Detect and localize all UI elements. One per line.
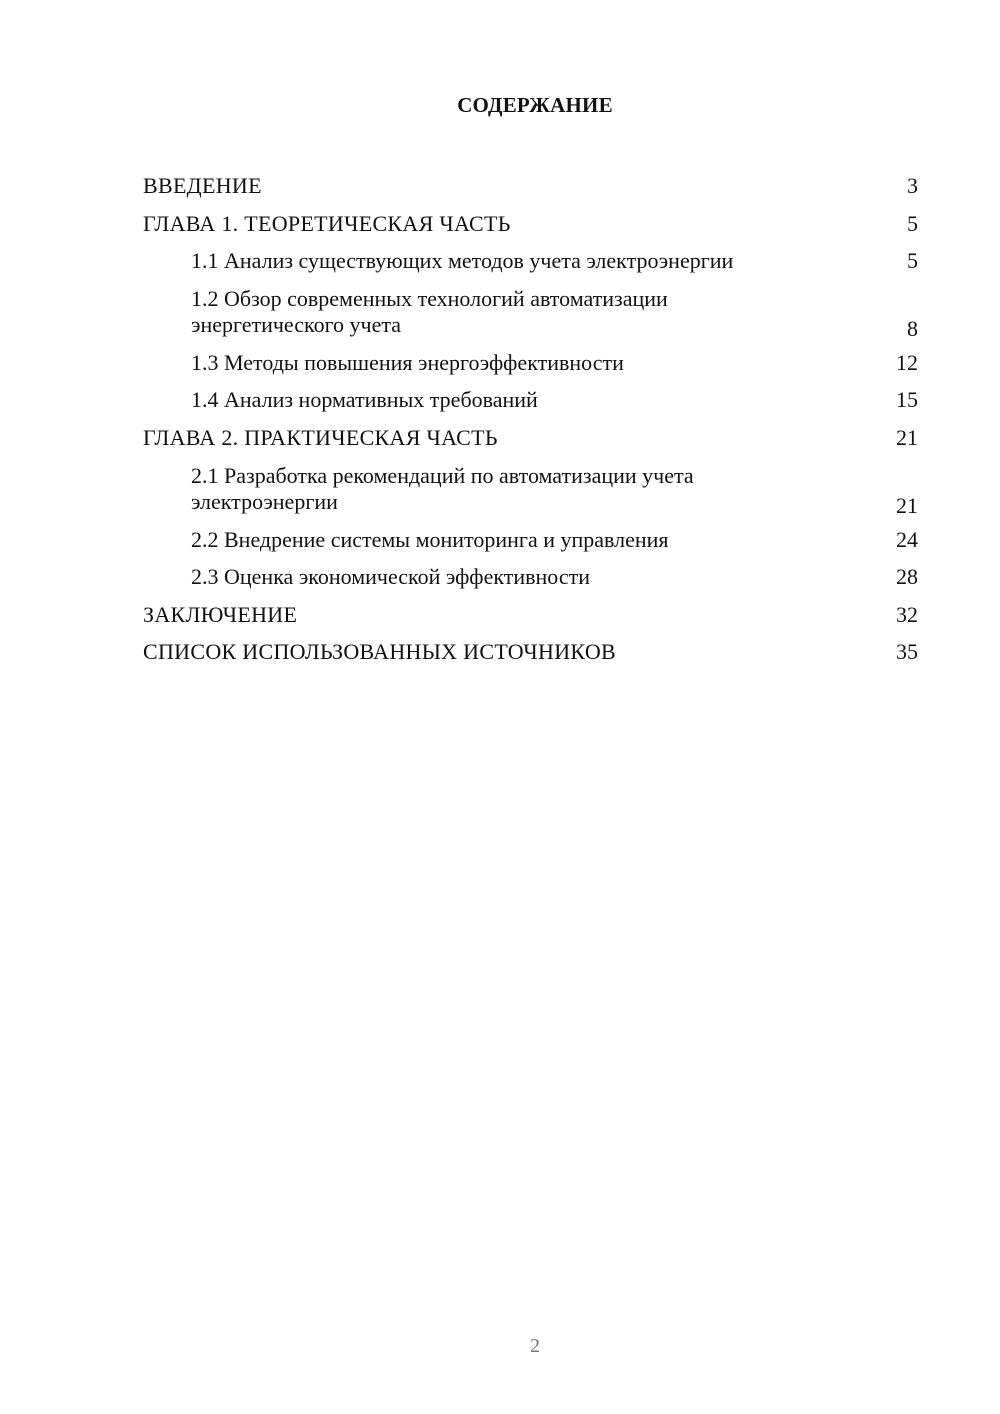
toc-entry-page: 32 <box>896 601 918 627</box>
toc-entry-section-1-3[interactable] <box>143 344 918 382</box>
page-title: СОДЕРЖАНИЕ <box>457 93 613 117</box>
toc-entry-label: ГЛАВА 1. ТЕОРЕТИЧЕСКАЯ ЧАСТЬ <box>143 210 511 236</box>
toc-entry-references[interactable] <box>143 633 918 671</box>
toc-entry-label: 2.3 Оценка экономической эффективности <box>191 564 590 590</box>
toc-entry-label: СПИСОК ИСПОЛЬЗОВАННЫХ ИСТОЧНИКОВ <box>143 639 616 665</box>
toc-entry-section-2-3[interactable] <box>143 558 918 596</box>
toc-entry-section-2-1[interactable] <box>143 457 918 521</box>
toc-entry-chapter-1[interactable] <box>143 205 918 243</box>
toc-entry-label: 1.3 Методы повышения энергоэффективности <box>191 349 624 375</box>
toc-entry-page: 15 <box>896 387 918 413</box>
toc-entry-label: ЗАКЛЮЧЕНИЕ <box>143 601 298 627</box>
toc-entry-label: 2.2 Внедрение системы мониторинга и управления <box>191 526 669 552</box>
toc-entry-page: 35 <box>896 639 918 665</box>
toc-entry-chapter-2[interactable] <box>143 419 918 457</box>
page-number: 2 <box>530 1335 540 1357</box>
toc-entry-label: 1.1 Анализ существующих методов учета электроэнергии <box>191 248 734 274</box>
toc-entry-page: 12 <box>896 349 918 375</box>
table-of-contents <box>143 167 918 671</box>
toc-entry-page: 21 <box>896 492 918 518</box>
toc-entry-page: 28 <box>896 564 918 590</box>
toc-entry-label: ГЛАВА 2. ПРАКТИЧЕСКАЯ ЧАСТЬ <box>143 424 498 450</box>
toc-entry-conclusion[interactable] <box>143 596 918 634</box>
toc-entry-introduction[interactable] <box>143 167 918 205</box>
toc-entry-section-2-2[interactable] <box>143 521 918 559</box>
toc-entry-page: 5 <box>907 210 918 236</box>
toc-entry-label: 2.1 Разработка рекомендаций по автоматизации учета электроэнергии <box>191 462 694 514</box>
toc-entry-section-1-1[interactable] <box>143 242 918 280</box>
toc-entry-page: 3 <box>907 173 918 198</box>
toc-entry-page: 8 <box>907 315 918 341</box>
toc-entry-page: 5 <box>907 248 918 274</box>
toc-entry-section-1-4[interactable] <box>143 381 918 419</box>
toc-entry-label: 1.4 Анализ нормативных требований <box>191 387 538 413</box>
toc-entry-label: 1.2 Обзор современных технологий автоматизации энергетического учета <box>191 285 668 337</box>
toc-entry-page: 21 <box>896 424 918 450</box>
toc-entry-label: ВВЕДЕНИЕ <box>143 173 262 198</box>
toc-entry-section-1-2[interactable] <box>143 280 918 344</box>
toc-entry-page: 24 <box>896 526 918 552</box>
